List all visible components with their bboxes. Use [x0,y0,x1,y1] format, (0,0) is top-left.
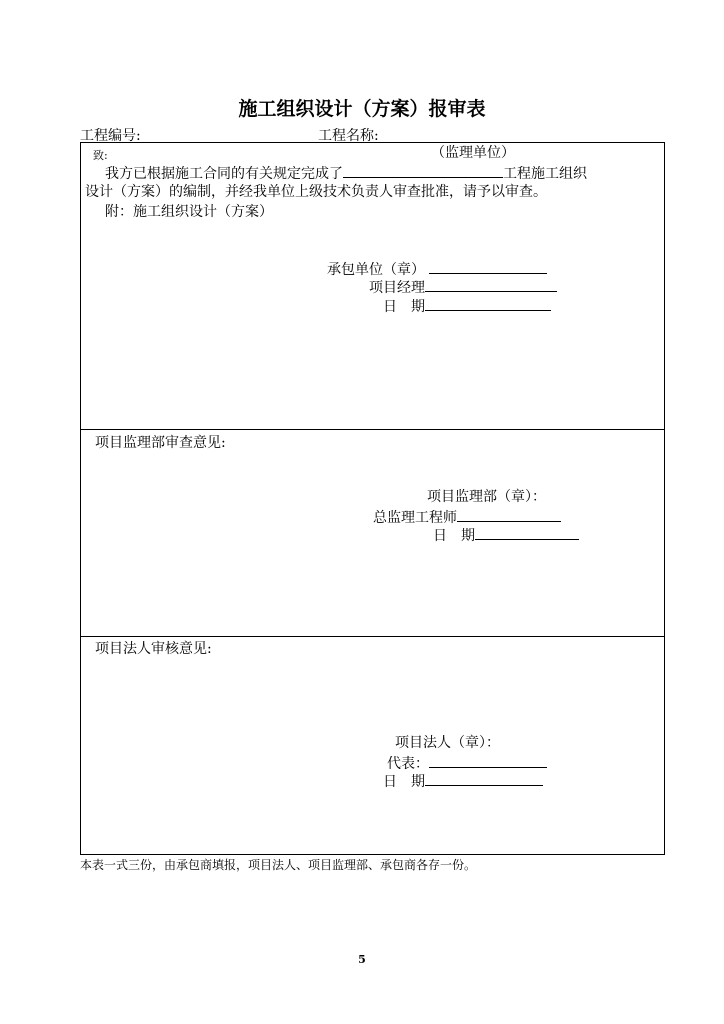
body-text-1b: 工程施工组织 [503,166,587,182]
page-number: 5 [358,953,366,966]
to-label: 致: [93,149,108,162]
supervisor-unit-label: （监理单位） [431,145,515,161]
date-blank-2[interactable] [475,525,579,540]
supervision-dept-label: 项目监理部（章）： [427,489,546,505]
rep-label: 代表： [387,756,429,772]
chief-label: 总监理工程师 [373,510,457,526]
manager-line [369,277,557,297]
contractor-line [327,259,547,279]
body-line-2: 设计（方案）的编制，并经我单位上级技术负责人审查批准，请予以审查。 [85,184,547,200]
date-blank-1[interactable] [425,296,551,311]
rep-line [387,753,547,773]
date-label-2: 日 期 [433,528,475,544]
supervision-review-section [80,429,665,637]
chief-line [373,507,561,527]
date-line-2 [433,525,579,545]
manager-blank[interactable] [425,277,557,292]
project-blank[interactable] [343,163,503,178]
project-number-label: 工程编号: [80,128,141,144]
rep-blank[interactable] [429,753,547,768]
attachment-line: 附：施工组织设计（方案） [105,204,273,220]
date-line-1 [383,296,551,316]
form-title: 施工组织设计（方案）报审表 [238,98,486,120]
manager-label: 项目经理 [369,280,425,296]
project-name-label: 工程名称: [318,128,379,144]
legal-heading: 项目法人审核意见: [95,641,212,657]
body-line-1 [105,163,587,183]
date-blank-3[interactable] [425,771,543,786]
application-section [80,142,665,430]
legal-review-section [80,636,665,855]
date-label-1: 日 期 [383,299,425,315]
contractor-label: 承包单位（章） [327,262,425,278]
body-text-1a: 我方已根据施工合同的有关规定完成了 [105,166,343,182]
supervision-heading: 项目监理部审查意见: [95,435,226,451]
legal-person-label: 项目法人（章）： [395,735,500,751]
date-label-3: 日 期 [383,774,425,790]
date-line-3 [383,771,543,791]
footer-note: 本表一式三份，由承包商填报，项目法人、项目监理部、承包商各存一份。 [80,858,477,872]
chief-blank[interactable] [457,507,561,522]
contractor-blank[interactable] [429,259,547,274]
